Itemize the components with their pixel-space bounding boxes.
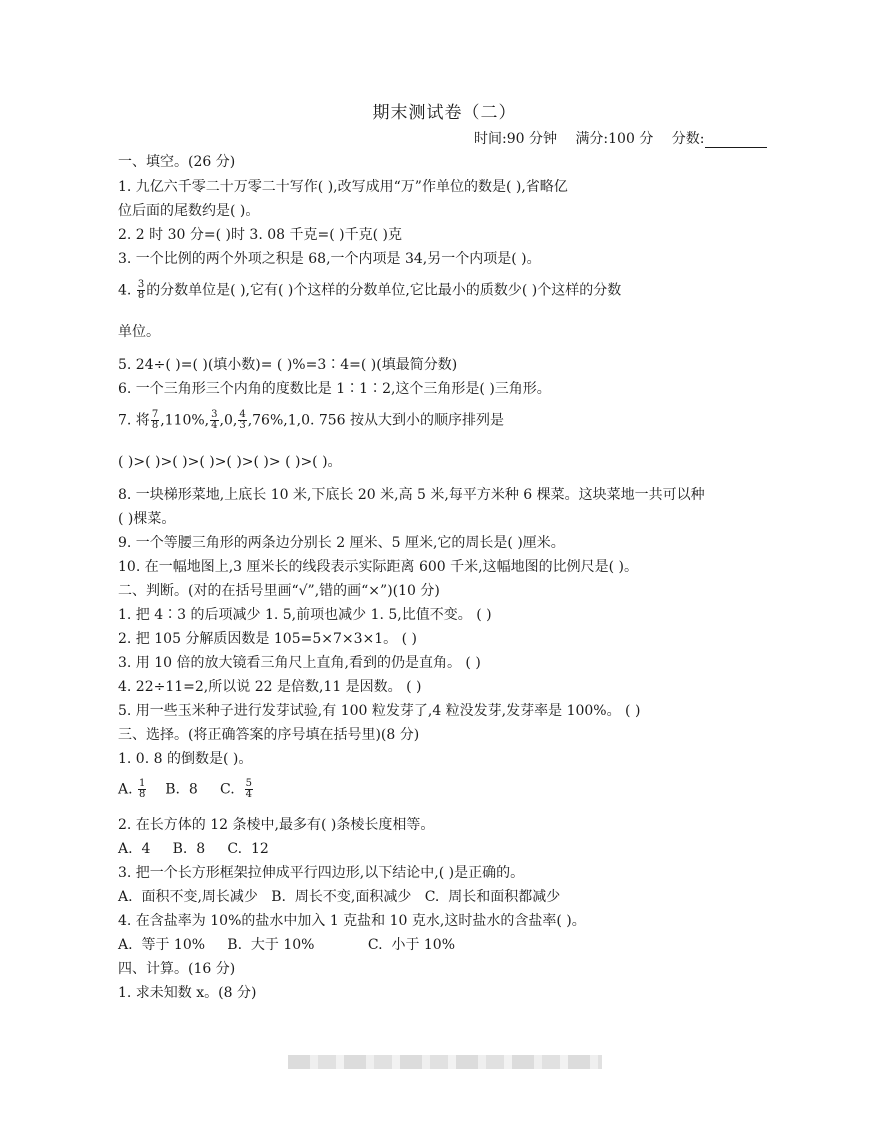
s1-question-2: 2. 2 时 30 分=( )时 3. 08 千克=( )千克( )克 [118, 227, 402, 243]
s2-question-4: 4. 22÷11=2,所以说 22 是倍数,11 是因数。 ( ) [118, 679, 422, 695]
fraction-1-8 [138, 779, 146, 800]
fraction-3-8 [137, 280, 145, 301]
fraction-4-3 [238, 410, 246, 431]
q7-prefix: 7. 将 [118, 412, 150, 429]
s1-question-4b: 单位。 [118, 324, 160, 340]
s1-question-8a: 8. 一块梯形菜地,上底长 10 米,下底长 20 米,高 5 米,每平方米种 6 棵菜。这块菜地一共可以种 [118, 487, 705, 503]
score-blank [705, 133, 767, 148]
s4-question-1: 1. 求未知数 x。(8 分) [118, 985, 257, 1001]
s3-question-4-options: A. 等于 10% B. 大于 10% C. 小于 10% [118, 937, 456, 953]
fraction-5-4 [245, 779, 253, 800]
fraction-denominator: 3 [239, 420, 246, 431]
s1-question-7b: ( )>( )>( )>( )>( )>( )> ( )>( )。 [118, 454, 342, 470]
s1-question-5: 5. 24÷( )=( )(填小数)= ( )%=3∶4=( )(填最简分数) [118, 357, 458, 373]
s2-question-1: 1. 把 4∶3 的后项减少 1. 5,前项也减少 1. 5,比值不变。 ( ) [118, 607, 492, 623]
fraction-7-8 [151, 410, 159, 431]
q4-prefix: 4. [118, 282, 136, 299]
fraction-numerator: 4 [239, 409, 246, 420]
fraction-numerator: 5 [245, 778, 252, 789]
fraction-denominator: 8 [151, 420, 159, 431]
s3-question-3-options: A. 面积不变,周长减少 B. 周长不变,面积减少 C. 周长和面积都减少 [118, 889, 561, 905]
section-1-heading: 一、填空。(26 分) [118, 154, 236, 170]
fraction-denominator: 4 [245, 789, 252, 800]
option-b-and-c-label: B. 8 C. [147, 781, 244, 798]
section-2-heading: 二、判断。(对的在括号里画“√”,错的画“×”)(10 分) [118, 583, 440, 599]
s1-question-6: 6. 一个三角形三个内角的度数比是 1∶1∶2,这个三角形是( )三角形。 [118, 381, 551, 397]
q4-text: 的分数单位是( ),它有( )个这样的分数单位,它比最小的质数少( )个这样的分数 [146, 282, 622, 299]
s1-question-9: 9. 一个等腰三角形的两条边分别长 2 厘米、5 厘米,它的周长是( )厘米。 [118, 535, 565, 551]
s1-question-1b: 位后面的尾数约是( )。 [118, 203, 260, 219]
q7-part: ,110%, [160, 412, 210, 429]
fraction-denominator: 8 [139, 789, 146, 800]
fraction-denominator: 4 [211, 420, 218, 431]
s1-question-1a: 1. 九亿六千零二十万零二十写作( ),改写成用“万”作单位的数是( ),省略亿 [118, 179, 568, 195]
s1-question-8b: ( )棵菜。 [118, 511, 176, 527]
s3-question-1: 1. 0. 8 的倒数是( )。 [118, 751, 253, 767]
time-limit: 时间:90 分钟 [474, 131, 557, 147]
s1-question-10: 10. 在一幅地图上,3 厘米长的线段表示实际距离 600 千米,这幅地图的比例尺是( )。 [118, 559, 638, 575]
q7-part: ,0, [219, 412, 238, 429]
s1-question-7 [118, 410, 504, 431]
option-a-label: A. [118, 781, 138, 798]
fraction-3-4 [210, 410, 218, 431]
blurred-watermark [288, 1055, 602, 1069]
q7-text: ,76%,1,0. 756 按从大到小的顺序排列是 [247, 412, 505, 429]
score-label: 分数: [671, 131, 705, 147]
s2-question-2: 2. 把 105 分解质因数是 105=5×7×3×1。 ( ) [118, 631, 417, 647]
s3-question-1-options [118, 779, 254, 800]
s3-question-2: 2. 在长方体的 12 条棱中,最多有( )条棱长度相等。 [118, 817, 435, 833]
s3-question-4: 4. 在含盐率为 10%的盐水中加入 1 克盐和 10 克水,这时盐水的含盐率( )。 [118, 913, 586, 929]
fraction-numerator: 3 [211, 409, 218, 420]
fraction-denominator: 8 [137, 290, 145, 301]
s2-question-5: 5. 用一些玉米种子进行发芽试验,有 100 粒发芽了,4 粒没发芽,发芽率是 100%。 ( ) [118, 703, 641, 719]
s3-question-3: 3. 把一个长方形框架拉伸成平行四边形,以下结论中,( )是正确的。 [118, 865, 525, 881]
fraction-numerator: 3 [137, 279, 145, 290]
full-score: 满分:100 分 [575, 131, 654, 147]
s2-question-3: 3. 用 10 倍的放大镜看三角尺上直角,看到的仍是直角。 ( ) [118, 655, 481, 671]
exam-meta [474, 128, 767, 148]
s1-question-3: 3. 一个比例的两个外项之积是 68,一个内项是 34,另一个内项是( )。 [118, 251, 541, 267]
section-3-heading: 三、选择。(将正确答案的序号填在括号里)(8 分) [118, 727, 420, 743]
s1-question-4 [118, 280, 621, 301]
fraction-numerator: 1 [139, 778, 146, 789]
fraction-numerator: 7 [151, 409, 159, 420]
section-4-heading: 四、计算。(16 分) [118, 961, 236, 977]
s3-question-2-options: A. 4 B. 8 C. 12 [118, 841, 269, 857]
exam-title: 期末测试卷（二） [372, 103, 517, 123]
